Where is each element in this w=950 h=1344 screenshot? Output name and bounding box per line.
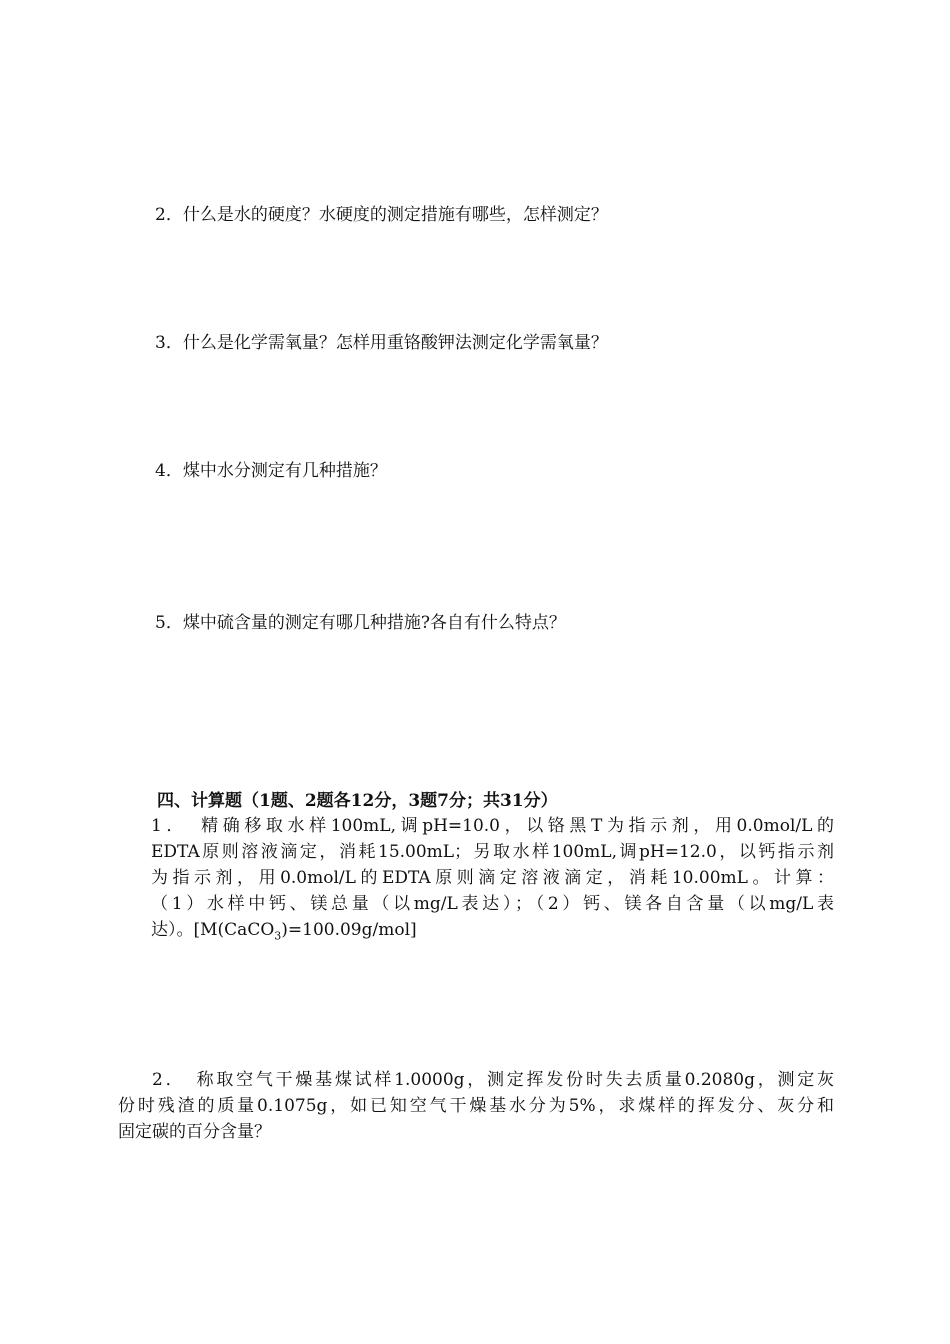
calculation-problem-1 <box>151 813 834 943</box>
calc1-line-1: 1． 精确移取水样100mL,调pH=10.0，以铬黑T为指示剂，用0.0mol/L的 <box>151 816 834 836</box>
section-heading-calculation: 四、计算题（1题、2题各12分，3题7分；共31分） <box>157 791 558 811</box>
calc2-line-1: 2． 称取空气干燥基煤试样1.0000g，测定挥发份时失去质量0.2080g，测定灰 <box>152 1070 834 1090</box>
calc1-line-5-pre: 达）。[M(CaCO <box>151 920 275 940</box>
calc1-line-2: EDTA原则溶液滴定，消耗15.00mL；另取水样100mL,调pH=12.0，以钙指示剂 <box>151 842 834 862</box>
calc1-line-3: 为指示剂，用0.0mol/L的EDTA原则滴定溶液滴定，消耗10.00mL。计算： <box>151 868 834 888</box>
calc1-line-4: （1）水样中钙、镁总量（以mg/L表达）；（2）钙、镁各自含量（以mg/L表 <box>151 894 834 914</box>
question-5: 5．煤中硫含量的测定有哪几种措施?各自有什么特点？ <box>155 613 566 633</box>
question-4: 4．煤中水分测定有几种措施？ <box>155 461 387 481</box>
calculation-problem-2 <box>118 1067 834 1145</box>
calc1-line-5-post: )=100.09g/mol] <box>281 920 417 940</box>
calc2-line-2: 份时残渣的质量0.1075g，如已知空气干燥基水分为5%，求煤样的挥发分、灰分和 <box>118 1096 834 1116</box>
calc1-line-5 <box>151 917 834 943</box>
calc1-line-5-subscript: 3 <box>274 929 282 943</box>
calc2-line-3: 固定碳的百分含量？ <box>118 1122 271 1142</box>
question-3: 3．什么是化学需氧量？怎样用重铬酸钾法测定化学需氧量？ <box>155 333 608 353</box>
question-2: 2．什么是水的硬度？水硬度的测定措施有哪些，怎样测定？ <box>155 205 608 225</box>
